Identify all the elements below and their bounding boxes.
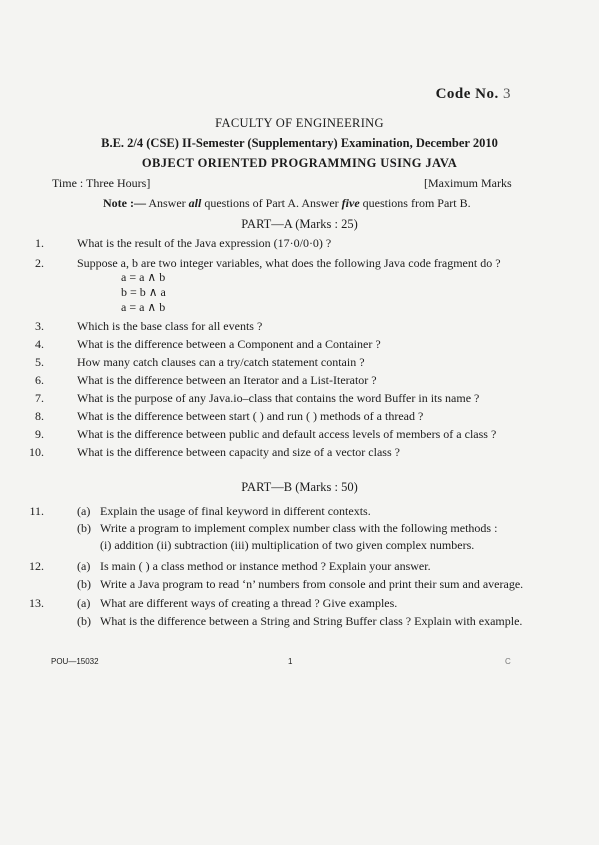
question-text: Explain the usage of final keyword in different contexts.	[100, 504, 371, 518]
question-text: What is the result of the Java expression (17·0/0·0) ?	[77, 236, 332, 250]
question-number: 8.	[35, 409, 44, 423]
question-text: What is the difference between start ( ) and run ( ) methods of a thread ?	[77, 409, 424, 423]
question-text: What is the difference between an Iterator and a List-Iterator ?	[77, 373, 377, 387]
question-number: 10.	[29, 445, 44, 459]
note-text: Answer	[148, 196, 186, 210]
subquestion-label: (b)	[77, 521, 91, 535]
subquestion-label: (b)	[77, 577, 91, 591]
subquestion-label: (b)	[77, 614, 91, 628]
question-text: What is the difference between a Component and a Container ?	[77, 337, 381, 351]
time-label: Time : Three Hours]	[52, 176, 151, 190]
footer-mark: C	[505, 657, 511, 666]
question-text: What is the difference between capacity and size of a vector class ?	[77, 445, 400, 459]
question-number: 11.	[29, 504, 44, 518]
code-fragment-line: a = a ∧ b	[121, 270, 166, 284]
question-text: Is main ( ) a class method or instance method ? Explain your answer.	[100, 559, 431, 573]
page-number: 1	[288, 657, 293, 666]
footer-code: POU—15032	[51, 657, 99, 666]
code-value: 3	[503, 86, 511, 102]
question-text: How many catch clauses can a try/catch statement contain ?	[77, 355, 365, 369]
exam-title: B.E. 2/4 (CSE) II-Semester (Supplementary) Examination, December 2010	[101, 136, 498, 150]
question-number: 6.	[35, 373, 44, 387]
question-text: Suppose a, b are two integer variables, what does the following Java code fragment do ?	[77, 256, 501, 270]
question-text: (i) addition (ii) subtraction (iii) multiplication of two given complex numbers.	[100, 538, 475, 552]
instructions-note	[103, 196, 471, 211]
question-number: 1.	[35, 236, 44, 250]
question-text: What are different ways of creating a thread ? Give examples.	[100, 596, 398, 610]
note-emphasis: all	[188, 196, 202, 210]
note-text: questions of Part A. Answer	[204, 196, 339, 210]
max-marks-label: [Maximum Marks	[424, 176, 512, 190]
question-number: 5.	[35, 355, 44, 369]
question-number: 4.	[35, 337, 44, 351]
question-text: Write a Java program to read ‘n’ numbers from console and print their sum and average.	[100, 577, 524, 591]
question-text: What is the purpose of any Java.io–class that contains the word Buffer in its name ?	[77, 391, 480, 405]
code-number	[436, 86, 511, 103]
question-number: 12.	[29, 559, 44, 573]
part-a-title: PART—A (Marks : 25)	[241, 217, 358, 231]
question-number: 9.	[35, 427, 44, 441]
note-text: questions from Part B.	[362, 196, 471, 210]
question-number: 7.	[35, 391, 44, 405]
question-text: Which is the base class for all events ?	[77, 319, 263, 333]
subject-title: OBJECT ORIENTED PROGRAMMING USING JAVA	[141, 156, 458, 170]
question-number: 2.	[35, 256, 44, 270]
question-text: What is the difference between a String and String Buffer class ? Explain with example.	[100, 614, 523, 628]
question-text: What is the difference between public and default access levels of members of a class ?	[77, 427, 497, 441]
question-number: 3.	[35, 319, 44, 333]
code-fragment-line: a = a ∧ b	[121, 300, 166, 314]
code-fragment-line: b = b ∧ a	[121, 285, 166, 299]
code-label: Code No.	[435, 86, 499, 102]
subquestion-label: (a)	[77, 559, 91, 573]
question-number: 13.	[29, 596, 44, 610]
note-label: Note :—	[103, 196, 146, 210]
part-b-title: PART—B (Marks : 50)	[241, 480, 358, 494]
faculty-title: FACULTY OF ENGINEERING	[215, 116, 384, 130]
question-text: Write a program to implement complex number class with the following methods :	[100, 521, 498, 535]
subquestion-label: (a)	[77, 596, 91, 610]
subquestion-label: (a)	[77, 504, 91, 518]
note-emphasis: five	[341, 196, 360, 210]
